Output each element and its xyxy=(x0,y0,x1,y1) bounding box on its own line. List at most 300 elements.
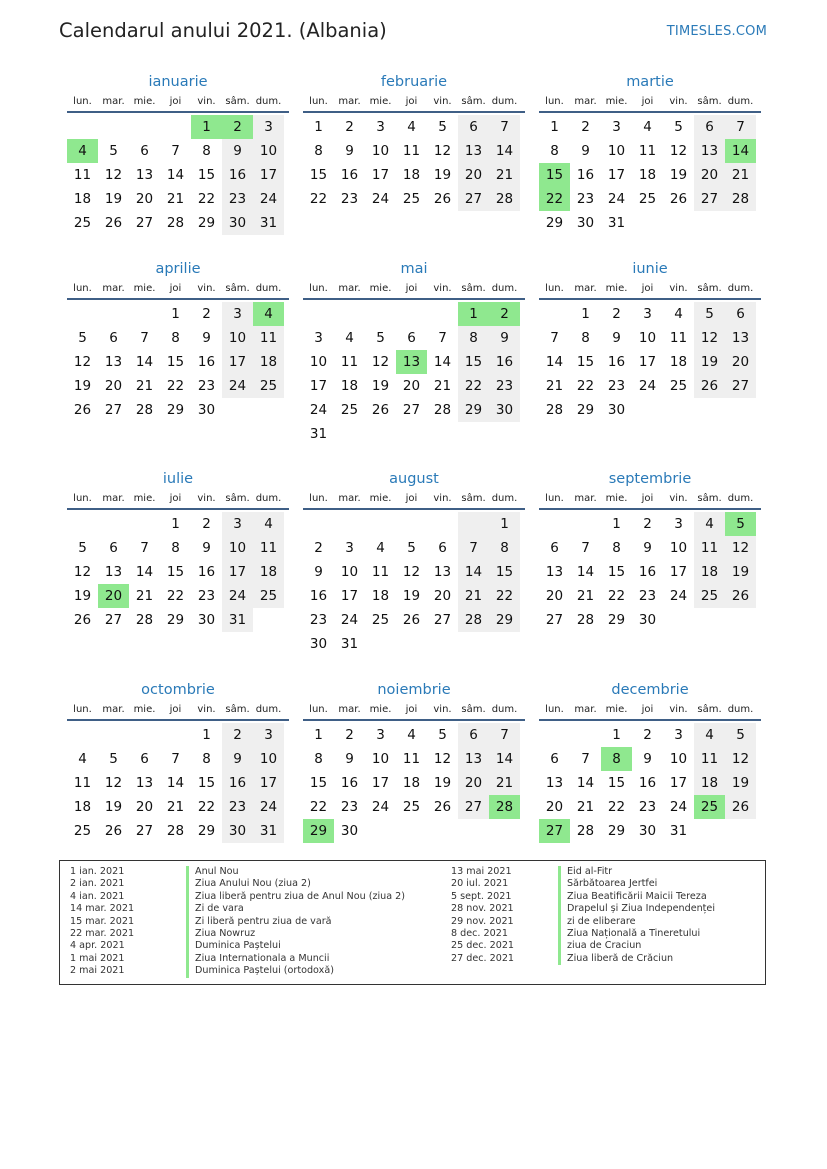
holiday-day: 1 xyxy=(191,115,222,139)
weekday-label: sâm. xyxy=(697,283,722,294)
day-cell: 29 xyxy=(545,215,564,231)
legend-holiday-name: Zi liberă pentru ziua de vară xyxy=(186,916,405,928)
day-cell: 7 xyxy=(171,143,180,159)
legend-right-dates xyxy=(451,866,514,965)
legend-date: 4 apr. 2021 xyxy=(70,940,125,952)
day-cell: 8 xyxy=(171,540,180,556)
day-cell: 22 xyxy=(309,799,328,815)
day-cell: 3 xyxy=(376,727,385,743)
day-cell: 11 xyxy=(371,564,390,580)
empty-cell xyxy=(396,302,427,326)
day-cell: 19 xyxy=(371,378,390,394)
day-cell: 24 xyxy=(253,187,284,211)
day-cell: 31 xyxy=(253,211,284,235)
day-cell: 12 xyxy=(725,536,756,560)
day-cell: 20 xyxy=(458,163,489,187)
day-cell: 28 xyxy=(135,612,154,628)
day-cell: 19 xyxy=(725,560,756,584)
weekday-label: dum. xyxy=(727,493,754,504)
day-cell: 17 xyxy=(222,560,253,584)
day-cell: 8 xyxy=(581,330,590,346)
day-cell: 13 xyxy=(694,139,725,163)
day-cell: 25 xyxy=(402,191,421,207)
holiday-day: 2 xyxy=(222,115,253,139)
empty-cell xyxy=(129,302,160,326)
day-cell: 25 xyxy=(402,799,421,815)
day-cell: 17 xyxy=(309,378,328,394)
day-grid xyxy=(539,302,761,422)
day-cell: 31 xyxy=(340,636,359,652)
day-cell: 22 xyxy=(309,191,328,207)
day-cell: 15 xyxy=(458,350,489,374)
day-cell: 29 xyxy=(197,215,216,231)
day-cell: 30 xyxy=(197,612,216,628)
day-cell: 18 xyxy=(73,191,92,207)
weekday-label: mie. xyxy=(605,283,628,294)
day-cell: 30 xyxy=(607,402,626,418)
day-cell: 16 xyxy=(197,354,216,370)
holiday-day: 1 xyxy=(458,302,489,326)
weekday-label: dum. xyxy=(727,704,754,715)
day-cell: 22 xyxy=(607,588,626,604)
day-cell: 14 xyxy=(545,354,564,370)
day-cell: 14 xyxy=(135,564,154,580)
day-cell: 23 xyxy=(340,799,359,815)
day-cell: 9 xyxy=(581,143,590,159)
legend-date: 2 mai 2021 xyxy=(70,965,125,977)
weekday-label: mie. xyxy=(605,96,628,107)
day-cell: 26 xyxy=(402,612,421,628)
day-cell: 26 xyxy=(725,795,756,819)
day-cell: 13 xyxy=(135,167,154,183)
day-cell: 10 xyxy=(309,354,328,370)
weekday-label: sâm. xyxy=(461,704,486,715)
empty-cell xyxy=(129,723,160,747)
day-cell: 3 xyxy=(314,330,323,346)
weekday-label: mar. xyxy=(338,96,361,107)
day-cell: 29 xyxy=(166,612,185,628)
day-cell: 21 xyxy=(545,378,564,394)
empty-cell xyxy=(129,115,160,139)
empty-cell xyxy=(539,723,570,747)
holiday-day: 8 xyxy=(601,747,632,771)
day-cell: 2 xyxy=(612,306,621,322)
empty-cell xyxy=(427,512,458,536)
weekday-label: vin. xyxy=(669,493,688,504)
month-octombrie xyxy=(67,679,289,843)
day-cell: 30 xyxy=(222,211,253,235)
day-cell: 11 xyxy=(253,536,284,560)
weekday-label: mar. xyxy=(574,96,597,107)
weekday-label: sâm. xyxy=(461,283,486,294)
day-cell: 31 xyxy=(253,819,284,843)
weekday-header xyxy=(539,280,761,300)
day-cell: 11 xyxy=(73,775,92,791)
legend-holiday-name: Ziua Beatificării Maicii Tereza xyxy=(558,891,715,903)
empty-cell xyxy=(396,512,427,536)
day-cell: 23 xyxy=(309,612,328,628)
weekday-label: dum. xyxy=(727,96,754,107)
holiday-legend xyxy=(59,860,766,985)
weekday-label: lun. xyxy=(73,96,92,107)
day-cell: 19 xyxy=(433,167,452,183)
day-cell: 7 xyxy=(140,540,149,556)
day-cell: 25 xyxy=(253,374,284,398)
weekday-label: lun. xyxy=(545,493,564,504)
day-cell: 5 xyxy=(78,540,87,556)
page-title: Calendarul anului 2021. (Albania) xyxy=(59,19,387,42)
day-cell: 11 xyxy=(402,751,421,767)
day-cell: 5 xyxy=(674,119,683,135)
weekday-label: lun. xyxy=(545,704,564,715)
weekday-label: vin. xyxy=(433,704,452,715)
empty-cell xyxy=(427,302,458,326)
day-cell: 7 xyxy=(550,330,559,346)
day-cell: 23 xyxy=(340,191,359,207)
day-cell: 3 xyxy=(612,119,621,135)
day-cell: 8 xyxy=(171,330,180,346)
legend-holiday-name: Ziua liberă de Crăciun xyxy=(558,953,715,965)
day-cell: 1 xyxy=(202,727,211,743)
weekday-label: mar. xyxy=(338,704,361,715)
legend-date: 25 dec. 2021 xyxy=(451,940,515,952)
month-august xyxy=(303,468,525,656)
day-cell: 29 xyxy=(166,402,185,418)
weekday-header xyxy=(303,701,525,721)
day-cell: 12 xyxy=(669,143,688,159)
day-cell: 28 xyxy=(135,402,154,418)
day-cell: 18 xyxy=(669,354,688,370)
legend-date: 1 ian. 2021 xyxy=(70,866,125,877)
day-cell: 16 xyxy=(340,167,359,183)
weekday-header xyxy=(539,93,761,113)
day-cell: 25 xyxy=(371,612,390,628)
day-grid xyxy=(539,115,761,235)
weekday-label: joi xyxy=(405,704,418,715)
weekday-label: mie. xyxy=(133,283,156,294)
day-cell: 18 xyxy=(638,167,657,183)
day-cell: 6 xyxy=(550,751,559,767)
weekday-label: sâm. xyxy=(697,96,722,107)
day-cell: 3 xyxy=(253,115,284,139)
legend-holiday-name: Ziua Anului Nou (ziua 2) xyxy=(186,878,405,890)
day-cell: 18 xyxy=(402,775,421,791)
weekday-label: lun. xyxy=(309,704,328,715)
weekday-label: sâm. xyxy=(697,704,722,715)
day-cell: 20 xyxy=(104,378,123,394)
day-cell: 13 xyxy=(433,564,452,580)
holiday-day: 4 xyxy=(253,302,284,326)
weekday-label: dum. xyxy=(491,493,518,504)
empty-cell xyxy=(67,115,98,139)
day-cell: 31 xyxy=(669,823,688,839)
day-cell: 3 xyxy=(643,306,652,322)
day-cell: 24 xyxy=(253,795,284,819)
day-cell: 26 xyxy=(433,799,452,815)
legend-date: 20 iul. 2021 xyxy=(451,878,509,890)
empty-cell xyxy=(67,512,98,536)
day-cell: 15 xyxy=(607,564,626,580)
day-cell: 5 xyxy=(376,330,385,346)
weekday-label: vin. xyxy=(669,283,688,294)
empty-cell xyxy=(67,723,98,747)
weekday-label: mar. xyxy=(574,704,597,715)
month-septembrie xyxy=(539,468,761,632)
weekday-header xyxy=(303,93,525,113)
day-cell: 7 xyxy=(581,751,590,767)
day-cell: 3 xyxy=(674,516,683,532)
day-cell: 15 xyxy=(309,775,328,791)
holiday-day: 28 xyxy=(489,795,520,819)
weekday-header xyxy=(67,280,289,300)
day-cell: 13 xyxy=(458,139,489,163)
day-cell: 16 xyxy=(222,771,253,795)
empty-cell xyxy=(458,512,489,536)
day-cell: 8 xyxy=(550,143,559,159)
day-cell: 1 xyxy=(581,306,590,322)
day-cell: 6 xyxy=(407,330,416,346)
day-cell: 9 xyxy=(314,564,323,580)
day-cell: 2 xyxy=(314,540,323,556)
holiday-day: 27 xyxy=(539,819,570,843)
day-cell: 6 xyxy=(694,115,725,139)
day-cell: 4 xyxy=(345,330,354,346)
day-cell: 30 xyxy=(489,398,520,422)
day-cell: 5 xyxy=(407,540,416,556)
day-cell: 23 xyxy=(607,378,626,394)
day-grid xyxy=(539,723,761,843)
day-cell: 29 xyxy=(576,402,595,418)
day-cell: 23 xyxy=(222,795,253,819)
day-cell: 21 xyxy=(489,771,520,795)
day-cell: 26 xyxy=(371,402,390,418)
day-cell: 7 xyxy=(581,540,590,556)
day-cell: 28 xyxy=(545,402,564,418)
day-cell: 3 xyxy=(674,727,683,743)
weekday-label: mar. xyxy=(338,493,361,504)
day-cell: 19 xyxy=(669,167,688,183)
empty-cell xyxy=(570,723,601,747)
day-cell: 8 xyxy=(458,326,489,350)
weekday-label: joi xyxy=(405,283,418,294)
day-cell: 25 xyxy=(694,584,725,608)
weekday-label: joi xyxy=(169,493,182,504)
day-cell: 20 xyxy=(433,588,452,604)
empty-cell xyxy=(539,302,570,326)
day-cell: 21 xyxy=(489,163,520,187)
weekday-label: sâm. xyxy=(225,96,250,107)
legend-date: 14 mar. 2021 xyxy=(70,903,135,915)
holiday-day: 4 xyxy=(67,139,98,163)
day-cell: 5 xyxy=(109,143,118,159)
day-grid xyxy=(67,723,289,843)
day-cell: 8 xyxy=(314,143,323,159)
month-ianuarie xyxy=(67,71,289,235)
month-martie xyxy=(539,71,761,235)
day-cell: 29 xyxy=(458,398,489,422)
day-cell: 17 xyxy=(371,167,390,183)
day-cell: 21 xyxy=(166,799,185,815)
day-cell: 13 xyxy=(104,564,123,580)
weekday-header xyxy=(303,280,525,300)
day-cell: 27 xyxy=(458,187,489,211)
day-cell: 17 xyxy=(253,163,284,187)
day-cell: 5 xyxy=(78,330,87,346)
weekday-label: dum. xyxy=(727,283,754,294)
day-cell: 12 xyxy=(73,354,92,370)
day-cell: 10 xyxy=(638,330,657,346)
holiday-day: 15 xyxy=(539,163,570,187)
weekday-label: dum. xyxy=(491,704,518,715)
day-cell: 25 xyxy=(638,191,657,207)
day-cell: 9 xyxy=(222,139,253,163)
day-cell: 23 xyxy=(222,187,253,211)
day-cell: 3 xyxy=(222,512,253,536)
day-cell: 15 xyxy=(607,775,626,791)
day-cell: 2 xyxy=(643,727,652,743)
day-grid xyxy=(303,115,525,211)
day-cell: 10 xyxy=(222,536,253,560)
day-cell: 4 xyxy=(694,723,725,747)
day-cell: 27 xyxy=(458,795,489,819)
legend-holiday-name: Ziua Nowruz xyxy=(186,928,405,940)
day-cell: 20 xyxy=(402,378,421,394)
day-cell: 21 xyxy=(725,163,756,187)
day-cell: 24 xyxy=(340,612,359,628)
day-cell: 8 xyxy=(202,751,211,767)
day-cell: 21 xyxy=(576,588,595,604)
day-cell: 14 xyxy=(433,354,452,370)
day-cell: 12 xyxy=(104,775,123,791)
day-cell: 26 xyxy=(104,823,123,839)
holiday-day: 25 xyxy=(694,795,725,819)
day-cell: 7 xyxy=(458,536,489,560)
day-cell: 28 xyxy=(725,187,756,211)
weekday-label: dum. xyxy=(255,493,282,504)
empty-cell xyxy=(129,512,160,536)
weekday-label: sâm. xyxy=(461,493,486,504)
legend-holiday-name: Sărbătoarea Jertfei xyxy=(558,878,715,890)
legend-left-names xyxy=(186,866,405,978)
day-cell: 4 xyxy=(253,512,284,536)
legend-date: 1 mai 2021 xyxy=(70,952,125,964)
weekday-label: vin. xyxy=(433,96,452,107)
month-name: noiembrie xyxy=(377,682,451,698)
day-cell: 11 xyxy=(669,330,688,346)
day-cell: 6 xyxy=(438,540,447,556)
day-cell: 19 xyxy=(104,191,123,207)
empty-cell xyxy=(570,512,601,536)
legend-holiday-name: Eid al-Fitr xyxy=(558,866,715,878)
day-grid xyxy=(303,512,525,656)
day-grid xyxy=(303,723,525,843)
day-cell: 11 xyxy=(694,536,725,560)
day-cell: 30 xyxy=(222,819,253,843)
legend-date: 4 ian. 2021 xyxy=(70,890,125,902)
weekday-label: lun. xyxy=(73,283,92,294)
day-cell: 19 xyxy=(402,588,421,604)
day-cell: 3 xyxy=(345,540,354,556)
day-cell: 7 xyxy=(140,330,149,346)
day-cell: 24 xyxy=(222,374,253,398)
day-cell: 31 xyxy=(222,608,253,632)
day-cell: 26 xyxy=(433,191,452,207)
day-cell: 22 xyxy=(458,374,489,398)
brand-link[interactable]: TIMESLES.COM xyxy=(666,24,767,39)
day-cell: 5 xyxy=(438,727,447,743)
day-cell: 10 xyxy=(222,326,253,350)
day-cell: 31 xyxy=(309,426,328,442)
day-cell: 9 xyxy=(345,751,354,767)
month-name: septembrie xyxy=(608,471,692,487)
empty-cell xyxy=(98,512,129,536)
day-cell: 14 xyxy=(576,775,595,791)
day-cell: 3 xyxy=(376,119,385,135)
day-cell: 17 xyxy=(222,350,253,374)
day-cell: 21 xyxy=(135,378,154,394)
weekday-label: mie. xyxy=(133,493,156,504)
day-cell: 21 xyxy=(458,584,489,608)
day-cell: 19 xyxy=(73,378,92,394)
day-cell: 20 xyxy=(545,799,564,815)
day-cell: 5 xyxy=(694,302,725,326)
day-cell: 26 xyxy=(669,191,688,207)
day-cell: 19 xyxy=(725,771,756,795)
weekday-label: mie. xyxy=(369,283,392,294)
empty-cell xyxy=(365,512,396,536)
day-cell: 4 xyxy=(407,727,416,743)
weekday-label: joi xyxy=(169,704,182,715)
day-cell: 18 xyxy=(402,167,421,183)
day-cell: 24 xyxy=(638,378,657,394)
month-name: februarie xyxy=(380,74,448,90)
day-cell: 18 xyxy=(371,588,390,604)
day-cell: 6 xyxy=(109,540,118,556)
day-cell: 11 xyxy=(402,143,421,159)
weekday-label: dum. xyxy=(255,283,282,294)
weekday-label: sâm. xyxy=(225,704,250,715)
day-cell: 18 xyxy=(253,350,284,374)
legend-right-names xyxy=(558,866,715,965)
day-cell: 7 xyxy=(725,115,756,139)
weekday-label: vin. xyxy=(197,283,216,294)
empty-cell xyxy=(539,512,570,536)
day-cell: 27 xyxy=(545,612,564,628)
day-cell: 10 xyxy=(340,564,359,580)
day-cell: 4 xyxy=(376,540,385,556)
day-grid xyxy=(539,512,761,632)
weekday-label: lun. xyxy=(309,96,328,107)
day-cell: 9 xyxy=(612,330,621,346)
weekday-header xyxy=(539,490,761,510)
day-cell: 28 xyxy=(458,608,489,632)
day-cell: 5 xyxy=(725,723,756,747)
empty-cell xyxy=(303,302,334,326)
legend-holiday-name: Ziua Internationala a Muncii xyxy=(186,953,405,965)
legend-holiday-name: Duminica Paștelui xyxy=(186,940,405,952)
day-cell: 25 xyxy=(669,378,688,394)
weekday-label: joi xyxy=(169,283,182,294)
day-cell: 4 xyxy=(694,512,725,536)
day-cell: 10 xyxy=(669,540,688,556)
day-cell: 15 xyxy=(166,354,185,370)
day-cell: 17 xyxy=(340,588,359,604)
day-cell: 28 xyxy=(166,823,185,839)
day-cell: 15 xyxy=(197,167,216,183)
day-cell: 14 xyxy=(166,167,185,183)
month-iunie xyxy=(539,258,761,422)
day-cell: 23 xyxy=(489,374,520,398)
